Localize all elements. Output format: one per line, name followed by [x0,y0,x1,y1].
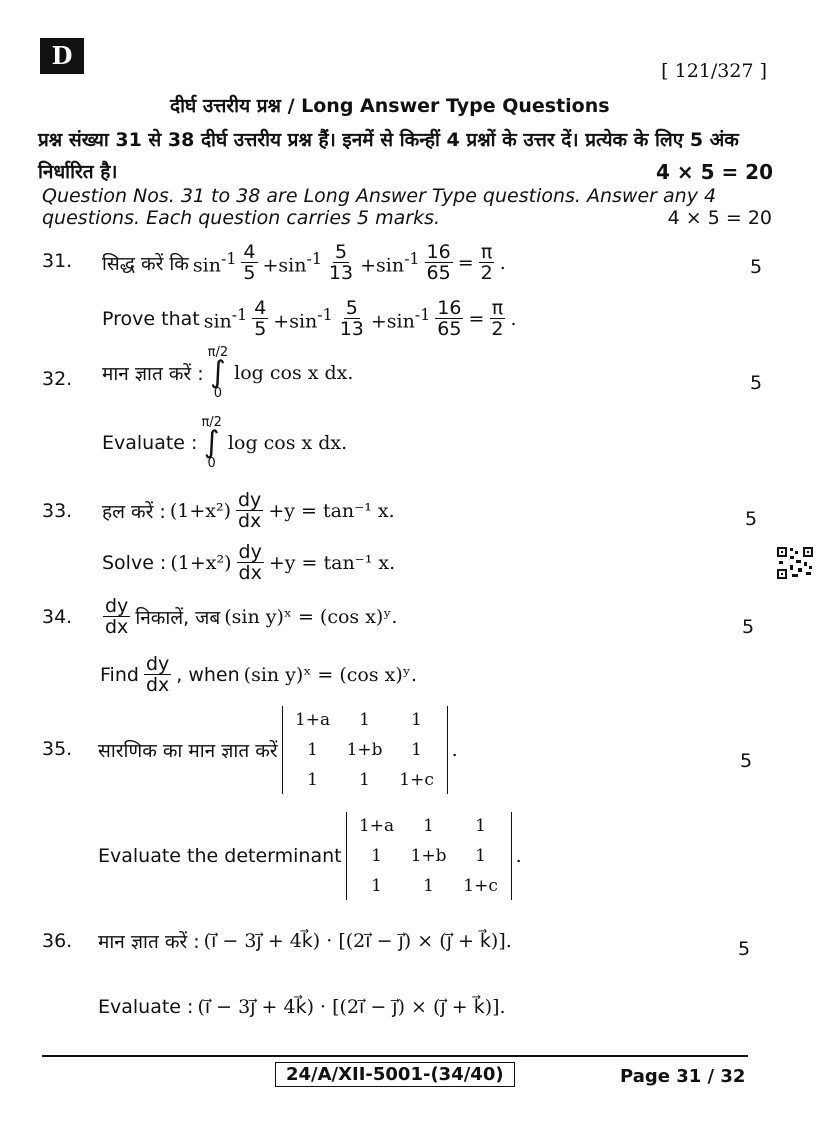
integral-sign: π/2 ∫ 0 [201,415,222,471]
question-text: मान ज्ञात करें : [98,931,200,953]
question-number: 33. [42,500,73,522]
english-marks-summary: 4 × 5 = 20 [667,207,772,229]
fraction: $\frac{\pi}{2}$ [491,297,504,340]
question-text: सारणिक का मान ज्ञात करें [98,740,278,762]
question-number: 34. [42,606,73,628]
english-instruction-text: Question Nos. 31 to 38 are Long Answer Type questions. Answer any 4 questions. Each question carries 5 marks. [42,185,717,229]
question-text: Evaluate : [98,996,194,1018]
question-text: Evaluate : [102,432,198,454]
question-text: मान ज्ञात करें : [102,363,204,385]
fraction: $\frac{4}{5}$ [243,241,256,284]
hindi-instruction [38,124,773,188]
question-36-english: Evaluate : (i⃗ − 3j⃗ + 4k⃗) · [(2i⃗ − j⃗) × (j⃗ + k⃗)]. [98,996,506,1018]
hindi-marks-summary: 4 × 5 = 20 [655,160,773,184]
fraction: $\frac{5}{13}$ [328,241,354,284]
paper-code: [ 121/327 ] [661,60,767,82]
question-33-hindi: हल करें : (1+x²) $\frac{dy}{dx}$ +y = tan⁻¹ x. [102,489,395,532]
question-text: Find [100,663,139,686]
question-marks: 5 [742,616,755,638]
question-32-hindi: मान ज्ञात करें : π/2 ∫ 0 log cos x dx. [102,345,354,401]
fraction: $\frac{4}{5}$ [254,297,267,340]
question-35-hindi: सारणिक का मान ज्ञात करें 1+a 1 1 1 1+b 1 1 1 1+c . [98,706,458,794]
question-34-hindi: $\frac{dy}{dx}$ निकालें, जब (sin y)ˣ = (cos x)ʸ. [105,595,398,638]
question-36-hindi: मान ज्ञात करें : (i⃗ − 3j⃗ + 4k⃗) · [(2i⃗ − j⃗) × (j⃗ + k⃗)]. [98,930,512,953]
fraction: $\frac{16}{65}$ [437,297,462,340]
fraction: $\frac{dy}{dx}$ [105,595,129,638]
determinant-matrix: 1+a 1 1 1 1+b 1 1 1 1+c [282,706,448,794]
hindi-instruction-text: प्रश्न संख्या 31 से 38 दीर्घ उत्तरीय प्रश्न हैं। इनमें से किन्हीं 4 प्रश्नों के उत्तर दें। प्रत्येक के लिए 5 अंक निर्धारित है। [38,129,739,183]
question-text: निकालें, जब [135,606,221,629]
determinant-matrix: 1+a 1 1 1 1+b 1 1 1 1+c [346,812,512,900]
fraction: $\frac{dy}{dx}$ [238,541,262,584]
question-marks: 5 [750,256,763,278]
question-31-hindi: सिद्ध करें कि $\sin^{-1}$ $\frac{4}{5}$ $+\sin^{-1}$ $\frac{5}{13}$ $+\sin^{-1}$ $\frac{16}{65}$ = $\frac{\pi}{2}$ . [102,241,506,284]
question-34-english: Find $\frac{dy}{dx}$ , when (sin y)ˣ = (cos x)ʸ. [100,653,417,696]
fraction: $\frac{dy}{dx}$ [238,489,262,532]
question-text: Prove that [102,307,200,330]
qr-code-image [776,546,814,580]
question-text: Evaluate the determinant [98,845,342,867]
question-text: Solve : [102,551,167,574]
question-32-english: Evaluate : π/2 ∫ 0 log cos x dx. [102,415,348,471]
question-marks: 5 [740,750,753,772]
question-31-english: Prove that $\sin^{-1}$ $\frac{4}{5}$ $+\sin^{-1}$ $\frac{5}{13}$ $+\sin^{-1}$ $\frac{16}{65}$ = $\frac{\pi}{2}$ . [102,297,517,340]
question-marks: 5 [745,508,758,530]
section-heading: दीर्घ उत्तरीय प्रश्न / Long Answer Type Questions [170,95,610,117]
question-number: 36. [42,930,73,952]
integral-sign: π/2 ∫ 0 [207,345,229,401]
english-instruction [42,185,772,229]
question-text: सिद्ध करें कि [102,252,189,275]
question-35-english: Evaluate the determinant 1+a 1 1 1 1+b 1 1 1 1+c . [98,812,522,900]
question-number: 31. [42,250,73,272]
paper-set-badge: D [40,38,84,74]
fraction: $\frac{dy}{dx}$ [145,653,170,696]
question-marks: 5 [738,938,751,960]
question-33-english: Solve : (1+x²) $\frac{dy}{dx}$ +y = tan⁻¹ x. [102,541,396,584]
question-number: 35. [42,738,73,760]
fraction: $\frac{\pi}{2}$ [480,241,493,284]
fraction: $\frac{5}{13}$ [339,297,364,340]
footer-divider [42,1055,748,1057]
question-marks: 5 [750,372,763,394]
page-number: Page 31 / 32 [620,1066,746,1087]
fraction: $\frac{16}{65}$ [426,241,451,284]
question-number: 32. [42,368,73,390]
question-text: हल करें : [102,500,166,523]
footer-paper-code: 24/A/XII-5001-(34/40) [275,1062,515,1087]
